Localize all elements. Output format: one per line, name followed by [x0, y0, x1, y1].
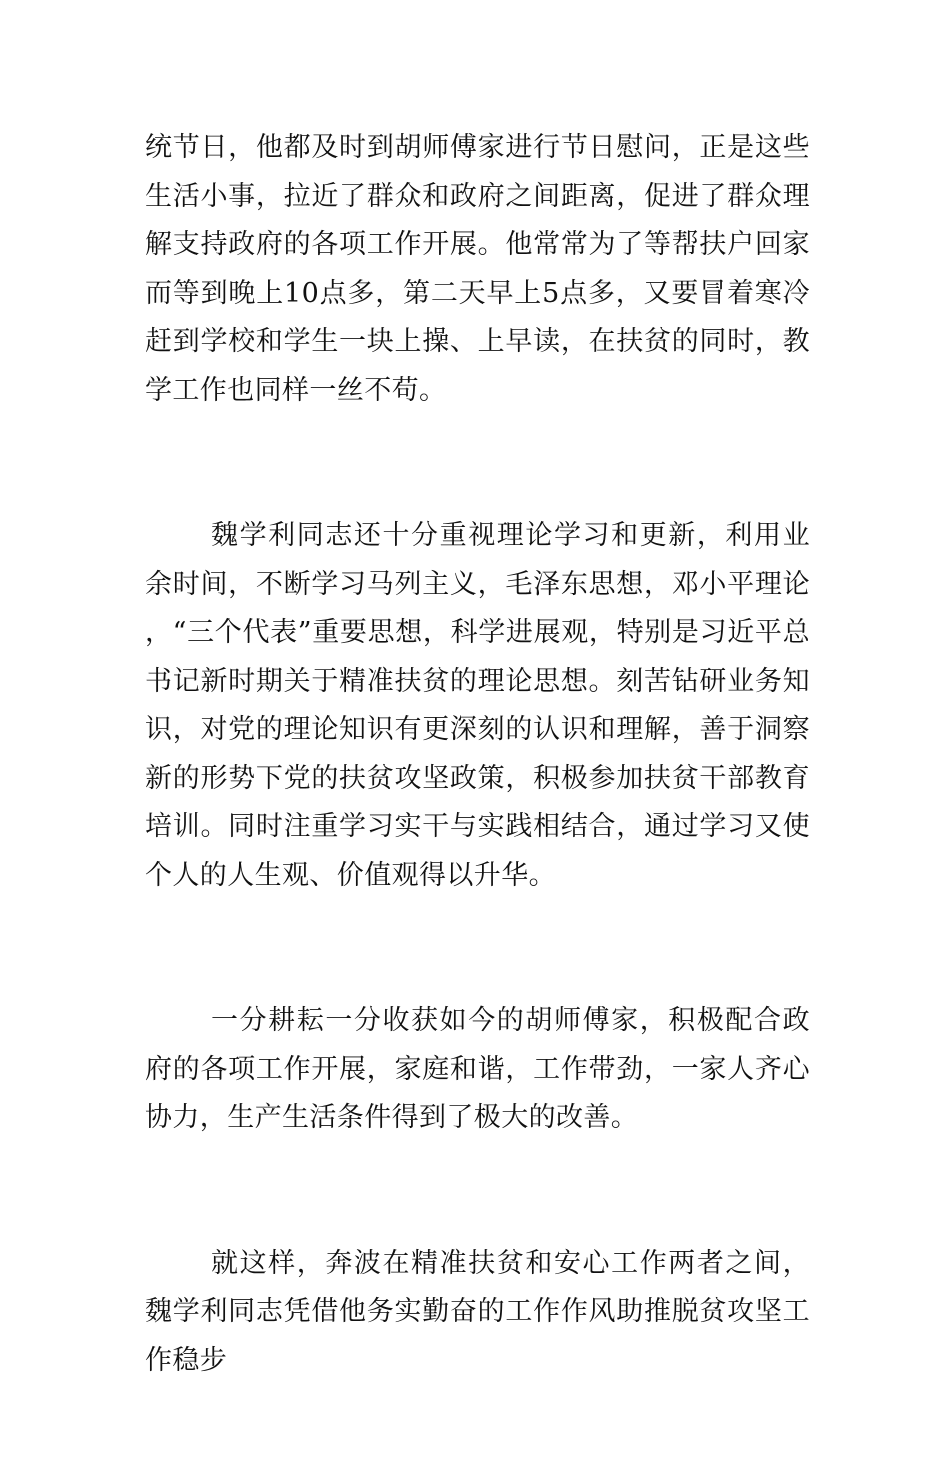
paragraph-continued: 统节日，他都及时到胡师傅家进行节日慰问，正是这些生活小事，拉近了群众和政府之间距离，促进了群众理解支持政府的各项工作开展。他常常为了等帮扶户回家而等到晚上10点多，第二天早上5点多，又要冒着寒冷赶到学校和学生一块上操、上早读，在扶贫的同时，教学工作也同样一丝不苟。	[145, 132, 810, 406]
document-body	[145, 124, 810, 1482]
paragraph-conclusion: 就这样，奔波在精准扶贫和安心工作两者之间，魏学利同志凭借他务实勤奋的工作作风助推脱贫攻坚工作稳步	[145, 1247, 810, 1376]
paragraph-harvest: 一分耕耘一分收获如今的胡师傅家，积极配合政府的各项工作开展，家庭和谐，工作带劲，一家人齐心协力，生产生活条件得到了极大的改善。	[145, 1005, 810, 1133]
paragraph-theory-study: 魏学利同志还十分重视理论学习和更新，利用业余时间，不断学习马列主义，毛泽东思想，邓小平理论，“三个代表”重要思想，科学进展观，特别是习近平总书记新时期关于精准扶贫的理论思想。刻苦钻研业务知识，对党的理论知识有更深刻的认识和理解，善于洞察新的形势下党的扶贫攻坚政策，积极参加扶贫干部教育培训。同时注重学习实干与实践相结合，通过学习又使个人的人生观、价值观得以升华。	[145, 520, 810, 891]
